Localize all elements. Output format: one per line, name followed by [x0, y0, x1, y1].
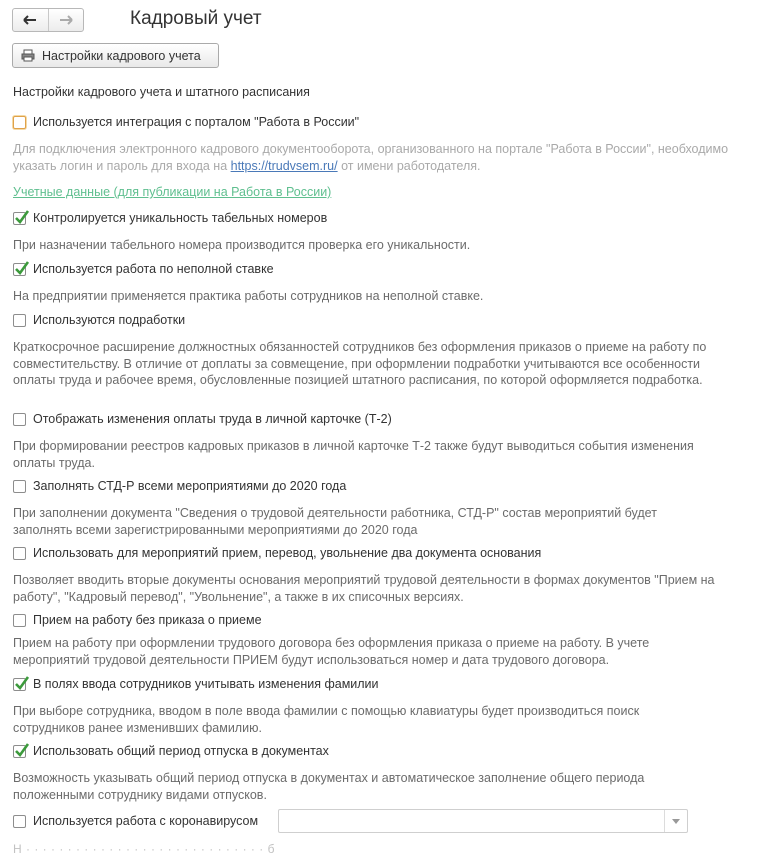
option-checkbox[interactable] [13, 212, 26, 225]
forward-button[interactable] [48, 9, 84, 31]
option-label: Отображать изменения оплаты труда в личной карточке (Т-2) [33, 412, 392, 426]
integration-checkbox[interactable] [13, 116, 26, 129]
trudvsem-link[interactable]: https://trudvsem.ru/ [230, 158, 338, 173]
hr-settings-button[interactable] [12, 43, 219, 68]
triangle-down-icon [672, 819, 680, 824]
integration-description-end: от имени работодателя. [337, 158, 481, 173]
option-surname-changes[interactable] [13, 677, 379, 691]
option-description: Позволяет вводить вторые документы основания мероприятий трудовой деятельности в формах документов "Прием на работу", "Кадровый перевод", "Увольнение", а также в их списочных версиях. [13, 573, 715, 604]
dropdown-button[interactable] [664, 810, 687, 832]
checkmark-icon [14, 675, 30, 691]
option-label: Использовать для мероприятий прием, перевод, увольнение два документа основания [33, 546, 542, 560]
option-checkbox[interactable] [13, 678, 26, 691]
option-std-r-fill[interactable] [13, 479, 346, 493]
option-label: Используются подработки [33, 313, 186, 327]
option-label: Используется работа по неполной ставке [33, 262, 274, 276]
arrow-right-icon [59, 15, 73, 25]
option-description: Возможность указывать общий период отпуска в документах и автоматическое заполнение общего периода положенными сотруднику видами отпусков. [13, 771, 645, 802]
option-description: На предприятии применяется практика работы сотрудников на неполной ставке. [13, 289, 484, 303]
option-part-time[interactable] [13, 262, 274, 276]
option-label: В полях ввода сотрудников учитывать изменения фамилии [33, 677, 379, 691]
option-common-vacation-period[interactable] [13, 744, 329, 758]
option-description: При выборе сотрудника, вводом в поле ввода фамилии с помощью клавиатуры будет производиться поиск сотрудников ранее изменивших фамилию. [13, 704, 640, 735]
clipped-text-fragment: Н · · · · · · · · · · · · · · · · · · · · · · · · · · · · · б [13, 842, 275, 856]
option-checkbox[interactable] [13, 480, 26, 493]
integration-label: Используется интеграция с порталом "Работа в России" [33, 115, 360, 129]
option-hire-without-order[interactable] [13, 613, 262, 627]
printer-icon [21, 49, 35, 62]
option-checkbox[interactable] [13, 413, 26, 426]
integration-description-text: Для подключения электронного кадрового документооборота, организованного на портале "Работа в России", необходимо указать логин и пароль для входа на [13, 142, 729, 173]
integration-description [13, 141, 758, 174]
option-checkbox[interactable] [13, 547, 26, 560]
option-checkbox[interactable] [13, 314, 26, 327]
option-checkbox[interactable] [13, 815, 26, 828]
checkmark-icon [14, 742, 30, 758]
option-checkbox[interactable] [13, 745, 26, 758]
arrow-left-icon [23, 15, 37, 25]
option-label: Контролируется уникальность табельных номеров [33, 211, 328, 225]
option-side-jobs[interactable] [13, 313, 185, 327]
option-description: Прием на работу при оформлении трудового договора без оформления приказа о приеме на работу. В учете мероприятий трудовой деятельности ПРИЕМ будут использоваться номер и дата трудового договора. [13, 636, 650, 667]
option-description: Краткосрочное расширение должностных обязанностей сотрудников без оформления приказов о приеме на работу по совместительству. В отличие от доплаты за совмещение, при оформлении подработки учитываются все особенности оплаты труда и рабочее время, обусловленные позицией штатного расписания, по которой оформляется подработка. [13, 340, 707, 387]
option-label: Прием на работу без приказа о приеме [33, 613, 262, 627]
coronavirus-select[interactable] [278, 809, 688, 833]
option-description: При заполнении документа "Сведения о трудовой деятельности работника, СТД-Р" состав мероприятий будет заполнять всеми зарегистрированными мероприятиями до 2020 года [13, 506, 657, 537]
option-label: Использовать общий период отпуска в документах [33, 744, 329, 758]
option-checkbox[interactable] [13, 263, 26, 276]
checkmark-icon [14, 209, 30, 225]
credentials-link[interactable]: Учетные данные (для публикации на Работа в России) [13, 185, 332, 199]
option-unique-tab-numbers[interactable] [13, 211, 327, 225]
option-label: Используется работа с коронавирусом [33, 814, 259, 828]
integration-option[interactable] [13, 115, 359, 129]
option-checkbox[interactable] [13, 614, 26, 627]
option-description: При формировании реестров кадровых приказов в личной карточке Т-2 также будут выводиться события изменения оплаты труда. [13, 439, 694, 470]
option-coronavirus[interactable] [13, 814, 258, 828]
option-two-basis-documents[interactable] [13, 546, 541, 560]
navigation-buttons [12, 8, 84, 32]
option-description: При назначении табельного номера производится проверка его уникальности. [13, 238, 471, 252]
page-title: Кадровый учет [130, 8, 262, 29]
checkmark-icon [14, 260, 30, 276]
hr-settings-button-label: Настройки кадрового учета [42, 48, 201, 63]
back-button[interactable] [13, 9, 48, 31]
section-title: Настройки кадрового учета и штатного расписания [13, 85, 310, 99]
option-label: Заполнять СТД-Р всеми мероприятиями до 2020 года [33, 479, 347, 493]
option-t2-pay-changes[interactable] [13, 412, 392, 426]
